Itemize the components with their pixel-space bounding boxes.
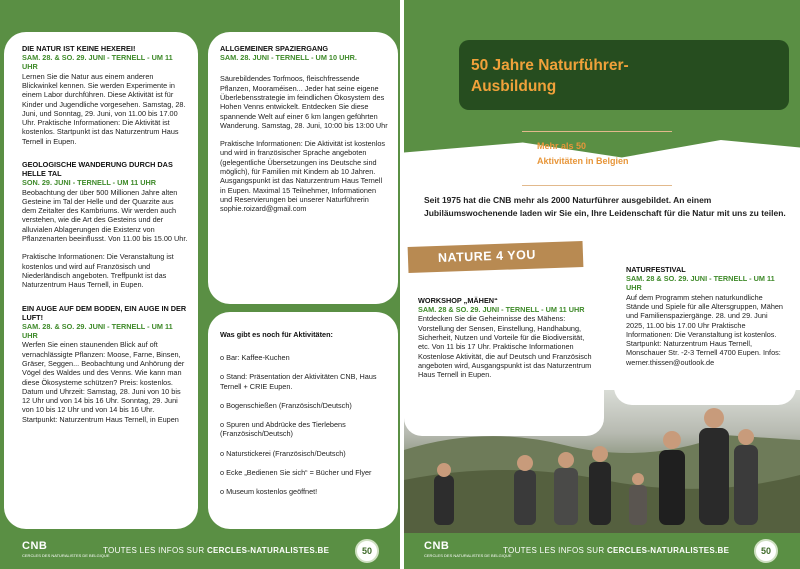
list-item: o Bar: Kaffee-Kuchen [220, 353, 290, 362]
list-item: o Ecke „Bedienen Sie sich“ = Bücher und Flyer [220, 468, 372, 478]
festival-text: Auf dem Programm stehen naturkundliche Stände und Spiele für alle Altersgruppen, Mähen und Familienspaziergänge. 28. und 29. Juni 2025, 11.00 bis 17.00 Uhr Praktische Informationen: Die Veranstaltung ist kostenlos. Startpunkt: Naturzentrum Haus Ternell, Monschauer Str. -2-3 Ternell 4700 Eupen. Infos: werner.thissen@outlook.de [626, 292, 783, 367]
section-date: SON. 29. JUNI - TERNELL - UM 11 UHR [22, 178, 157, 188]
footer-info [103, 546, 329, 555]
workshop-text: Entdecken Sie die Geheimnisse des Mähens: Vorstellung der Sensen, Einstellung, Handhabung, Sicherheit, Nutzen und Vorteile für die Biodiversität, etc. Von 11 bis 17 Uhr. Praktische Informationen Kostenlose Aktivität, die auf Deutsch und Französisch angeboten wird, Ausgangspunkt ist das Naturzentrum Haus Ternell in Eupen. [418, 314, 592, 380]
workshop-card [404, 286, 604, 436]
list-item: o Naturstickerei (Französisch/Deutsch) [220, 448, 346, 458]
right-panel [404, 0, 800, 569]
section-text: Beobachtung der über 500 Millionen Jahre alten Gesteine im Tal der Helle und der Quarzite aus dem Zeitalter des Kambriums. Wir werden auch verstehen, wie die Art des Gesteins und der alluvialen Ablagerungen die Existenz von Pflanzenarten beeinflusst. Von 11.00 bis 15.00 Uhr. [22, 187, 188, 244]
logo-subtext: CERCLES DES NATURALISTES DE BELGIQUE [424, 553, 512, 558]
festival-date: SAM. 28 & SO. 29. JUNI - TERNELL - UM 11 UHR [626, 274, 775, 293]
section-date: SAM. 28. & SO. 29. JUNI - TERNELL - UM 11 UHR [22, 53, 173, 72]
footer-info-link[interactable]: CERCLES-NATURALISTES.BE [206, 546, 330, 555]
section-geologische-wanderung [22, 160, 188, 290]
nature-4-you-banner: NATURE 4 YOU [408, 241, 584, 273]
footer-info-link[interactable]: CERCLES-NATURALISTES.BE [606, 546, 730, 555]
headline [471, 55, 671, 97]
subheadline-line-1: Mehr als 50 [537, 141, 587, 151]
festival-title: NATURFESTIVAL [626, 265, 686, 274]
cnb-logo [22, 541, 110, 561]
anniversary-badge: 50 [754, 539, 778, 563]
section-keine-hexerei [22, 44, 188, 146]
section-date: SAM. 28. & SO. 29. JUNI - TERNELL - UM 11 UHR [22, 321, 173, 341]
left-footer [0, 533, 400, 569]
walk-text: Säurebildendes Torfmoos, fleischfressende Pflanzen, Mooraméisen... Jeder hat seine eigene Überlebensstrategie im feindlichen Ökosystem des Hohen Venns entwickelt. Entdecken Sie diese spannende Welt auf einer 6 km langen geführten Wanderung. Samstag, 28. Juni, 10:00 bis 13:00 Uhr [220, 74, 388, 130]
headline-box [459, 40, 789, 110]
cnb-logo [424, 541, 512, 561]
section-title: EIN AUGE AUF DEM BODEN, EIN AUGE IN DER LUFT! [22, 303, 187, 322]
footer-info-prefix: TOUTES LES INFOS SUR [103, 546, 207, 555]
activities-card-1 [4, 32, 198, 529]
walk-date: SAM. 28. JUNI - TERNELL - UM 10 UHR. [220, 53, 357, 63]
more-activities-card [208, 312, 398, 529]
headline-text: 50 Jahre Naturführer-Ausbildung [471, 57, 629, 95]
right-footer [404, 533, 800, 569]
section-title: DIE NATUR IST KEINE HEXEREI! [22, 44, 136, 53]
more-activities-title: Was gibt es noch für Aktivitäten: [220, 330, 333, 339]
walk-card [208, 32, 398, 304]
list-item: o Museum kostenlos geöffnet! [220, 487, 318, 497]
list-item: o Stand: Präsentation der Aktivitäten CNB, Haus Ternell + CRIE Eupen. [220, 372, 377, 391]
subheadline-line-2: Aktivitäten in Belgien [537, 156, 629, 166]
walk-info: Praktische Informationen: Die Aktivität ist kostenlos und wird in französischer Sprache angeboten (gelegentliche Übersetzungen ins Deutsche sind möglich), für Familien mit Kindern ab 10 Jahren. Ausgangspunkt ist das Naturzentrum Haus Ternell in Eupen. Maximal 15 Teilnehmer, Informationen und Reservierungen bei unserer Naturführerin sophie.roizard@gmail.com [220, 139, 386, 214]
footer-info [503, 546, 729, 555]
workshop-title: WORKSHOP „MÄHEN“ [418, 296, 498, 305]
section-text: Praktische Informationen: Die Veranstaltung ist kostenlos und wird auf Französisch und Niederländisch angeboten. Treffpunkt ist das Naturzentrum Haus Ternell, in Eupen. [22, 252, 174, 290]
logo-text: CNB [22, 540, 48, 552]
intro-text: Seit 1975 hat die CNB mehr als 2000 Naturführer ausgebildet. An einem Jubiläumswochenende laden wir Sie ein, Ihre Leidenschaft für die Natur mit uns zu teilen. [424, 195, 786, 218]
section-text: Lernen Sie die Natur aus einem anderen Blickwinkel kennen. Sie werden Experimente in einem Labor durchführen. Diese Aktivität ist für Kinder und Jugendliche vorgesehen. Samstag, 28. Juni, und Sonntag, 29. Juni, von 11.00 bis 17.00 Uhr. Praktische Informationen: Die Aktivität ist kostenlos. Startpunkt ist das Naturzentrum Haus Ternell in Eupen. [22, 71, 186, 146]
workshop-date: SAM. 28 & SO. 29. JUNI - TERNELL - UM 11 UHR [418, 305, 585, 315]
list-item: o Spuren und Abdrücke des Tierlebens (Französisch/Deutsch) [220, 420, 346, 439]
logo-subtext: CERCLES DES NATURALISTES DE BELGIQUE [22, 553, 110, 558]
anniversary-badge: 50 [355, 539, 379, 563]
section-auge-auf-dem-boden [22, 304, 188, 424]
subheadline [537, 139, 629, 169]
subheadline-line-top [522, 131, 672, 132]
logo-text: CNB [424, 540, 450, 552]
footer-info-prefix: TOUTES LES INFOS SUR [503, 546, 607, 555]
section-title: GEOLOGISCHE WANDERUNG DURCH DAS HELLE TAL [22, 159, 173, 179]
walk-title: ALLGEMEINER SPAZIERGANG [220, 44, 329, 53]
section-text: Werfen Sie einen staunenden Blick auf oft vernachlässigte Pflanzen: Moose, Farne, Binsen, Gräser, Seggen... Beobachtung und Anhörung der Vögel des Waldes und des Venns. Wie kann man diese Ökosysteme schützen? Preis: kostenlos. Datum und Uhrzeit: Samstag, 28. Juni von 10 bis 12 Uhr und von 14 bis 16 Uhr. Sonntag, 29. Juni von 10 bis 12 Uhr und von 14 bis 16 Uhr. Startpunkt: Naturzentrum Haus Ternell, in Eupen [22, 340, 185, 424]
festival-card [614, 255, 796, 405]
list-item: o Bogenschießen (Französisch/Deutsch) [220, 400, 352, 410]
subheadline-line-bottom [522, 185, 672, 186]
